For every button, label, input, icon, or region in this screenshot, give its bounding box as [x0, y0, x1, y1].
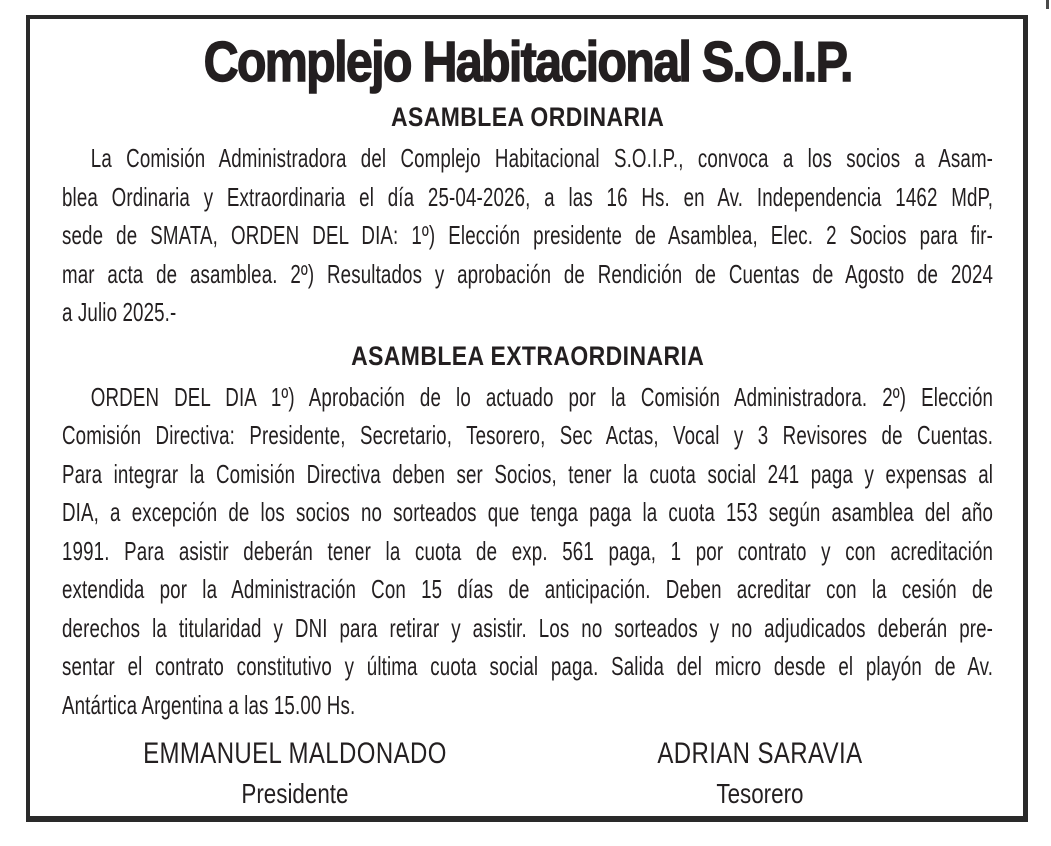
- notice-line: La Comisión Administradora del Complejo Habitacional S.O.I.P., convoca a los socios a Asam-: [90, 143, 994, 173]
- notice-line: derechos la titularidad y DNI para retirar y asistir. Los no sorteados y no adjudicados deberán pre-: [62, 612, 994, 643]
- notice-line: extendida por la Administración Con 15 días de anticipación. Deben acreditar con la cesión de: [62, 574, 994, 604]
- extraordinaria-heading: ASAMBLEA EXTRAORDINARIA: [350, 340, 705, 371]
- notice-line: mar acta de asamblea. 2º) Resultados y aprobación de Rendición de Cuentas de Agosto de 2024: [62, 258, 994, 289]
- signature-president: [62, 734, 528, 814]
- signatures-row: [62, 734, 993, 814]
- notice-line: Para integrar la Comisión Directiva deben ser Socios, tener la cuota social 241 paga y expensas al: [62, 458, 994, 489]
- ordinaria-paragraph: [62, 139, 993, 332]
- notice-line: 1991. Para asistir deberán tener la cuota de exp. 561 paga, 1 por contrato y con acreditación: [62, 535, 994, 566]
- crop-mark-top-right: [1046, 0, 1049, 9]
- notice-line: ORDEN DEL DIA 1º) Aprobación de lo actuado por la Comisión Administradora. 2º) Elección: [90, 381, 994, 412]
- notice-line: sede de SMATA, ORDEN DEL DIA: 1º) Elección presidente de Asamblea, Elec. 2 Socios para fir-: [62, 220, 994, 250]
- signature-role: Tesorero: [716, 778, 804, 809]
- notice-box: [26, 15, 1028, 822]
- signature-name: EMMANUEL MALDONADO: [142, 737, 447, 770]
- notice-line: blea Ordinaria y Extraordinaria el día 25-04-2026, a las 16 Hs. en Av. Independencia 1462 MdP,: [62, 181, 994, 212]
- notice-line: Comisión Directiva: Presidente, Secretario, Tesorero, Sec Actas, Vocal y 3 Revisores de Cuentas.: [62, 420, 994, 450]
- signature-treasurer: [528, 734, 994, 814]
- ordinaria-heading: ASAMBLEA ORDINARIA: [390, 102, 665, 132]
- notice-line: sentar el contrato constitutivo y última cuota social paga. Salida del micro desde el playón de Av.: [62, 651, 994, 681]
- notice-line: a Julio 2025.-: [62, 297, 177, 327]
- signature-name: ADRIAN SARAVIA: [657, 737, 863, 770]
- extraordinaria-paragraph: [62, 378, 993, 725]
- signature-role: Presidente: [241, 778, 349, 809]
- notice-line: Antártica Argentina a las 15.00 Hs.: [62, 689, 356, 720]
- notice-title: Complejo Habitacional S.O.I.P.: [203, 30, 852, 94]
- notice-line: DIA, a excepción de los socios no sorteados que tenga paga la cuota 153 según asamblea del año: [62, 497, 994, 527]
